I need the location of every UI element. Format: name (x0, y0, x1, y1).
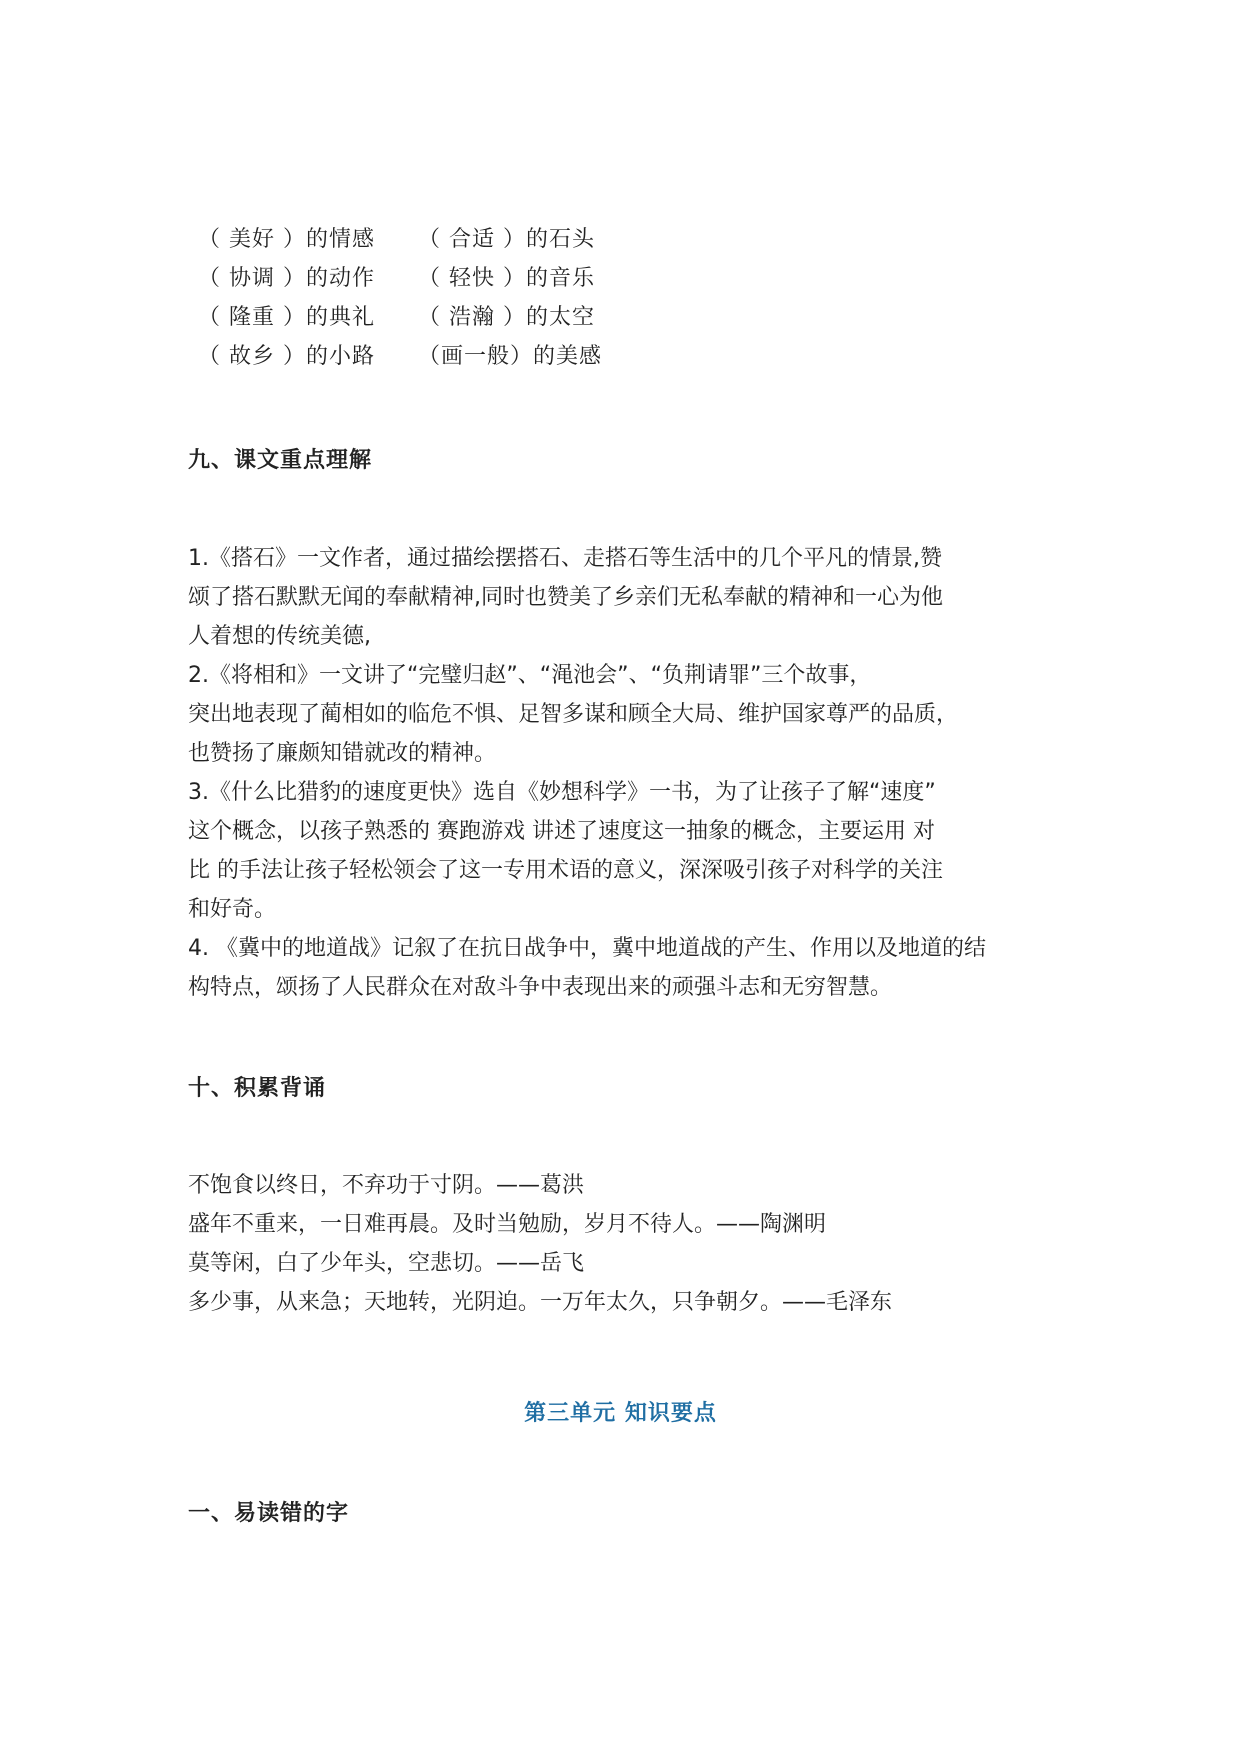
section-heading-9: 九、课文重点理解 (188, 448, 373, 473)
quote-line: 莫等闲，白了少年头，空悲切。——岳飞 (188, 1251, 585, 1276)
section-heading-1: 一、易读错的字 (188, 1501, 350, 1526)
paragraph-line: 比 的手法让孩子轻松领会了这一专用术语的意义，深深吸引孩子对科学的关注 (188, 858, 943, 883)
section-9-body (188, 539, 1068, 1007)
paragraph-line: 人着想的传统美德, (188, 624, 371, 649)
phrase-left: （ 故乡 ）的小路 (198, 344, 375, 369)
section-heading-10: 十、积累背诵 (188, 1076, 327, 1101)
paragraph-line: 和好奇。 (188, 897, 277, 922)
quote-line: 盛年不重来，一日难再晨。及时当勉励，岁月不待人。——陶渊明 (188, 1212, 827, 1237)
phrase-row (198, 296, 798, 335)
paragraph-line: 这个概念，以孩子熟悉的 赛跑游戏 讲述了速度这一抽象的概念，主要运用 对 (188, 819, 935, 844)
section-10-body (188, 1166, 1068, 1322)
paragraph-line: 突出地表现了蔺相如的临危不惧、足智多谋和顾全大局、维护国家尊严的品质， (188, 702, 959, 727)
paragraph-line: 构特点，颂扬了人民群众在对敌斗争中表现出来的顽强斗志和无穷智慧。 (188, 975, 893, 1000)
phrase-right: （画一般）的美感 (418, 344, 603, 369)
phrase-grid (198, 218, 798, 374)
phrase-right: （ 合适 ）的石头 (418, 227, 595, 252)
phrase-right: （ 浩瀚 ）的太空 (418, 305, 595, 330)
paragraph-line: 颂了搭石默默无闻的奉献精神,同时也赞美了乡亲们无私奉献的精神和一心为他 (188, 585, 943, 610)
phrase-right: （ 轻快 ）的音乐 (418, 266, 595, 291)
phrase-left: （ 美好 ）的情感 (198, 227, 375, 252)
paragraph-line: 1.《搭石》一文作者，通过描绘摆搭石、走搭石等生活中的几个平凡的情景,赞 (188, 546, 942, 571)
paragraph-line: 3.《什么比猎豹的速度更快》选自《妙想科学》一书，为了让孩子了解“速度” (188, 780, 936, 805)
phrase-row (198, 257, 798, 296)
paragraph-line: 4. 《冀中的地道战》记叙了在抗日战争中，冀中地道战的产生、作用以及地道的结 (188, 936, 986, 961)
paragraph-line: 2.《将相和》一文讲了“完璧归赵”、“渑池会”、“负荆请罪”三个故事， (188, 663, 872, 688)
phrase-left: （ 协调 ）的动作 (198, 266, 375, 291)
phrase-left: （ 隆重 ）的典礼 (198, 305, 375, 330)
phrase-row (198, 218, 798, 257)
quote-line: 不饱食以终日，不弃功于寸阴。——葛洪 (188, 1173, 585, 1198)
quote-line: 多少事，从来急；天地转，光阴迫。一万年太久，只争朝夕。——毛泽东 (188, 1290, 893, 1315)
phrase-row (198, 335, 798, 374)
paragraph-line: 也赞扬了廉颇知错就改的精神。 (188, 741, 497, 766)
unit-title: 第三单元 知识要点 (524, 1401, 717, 1426)
